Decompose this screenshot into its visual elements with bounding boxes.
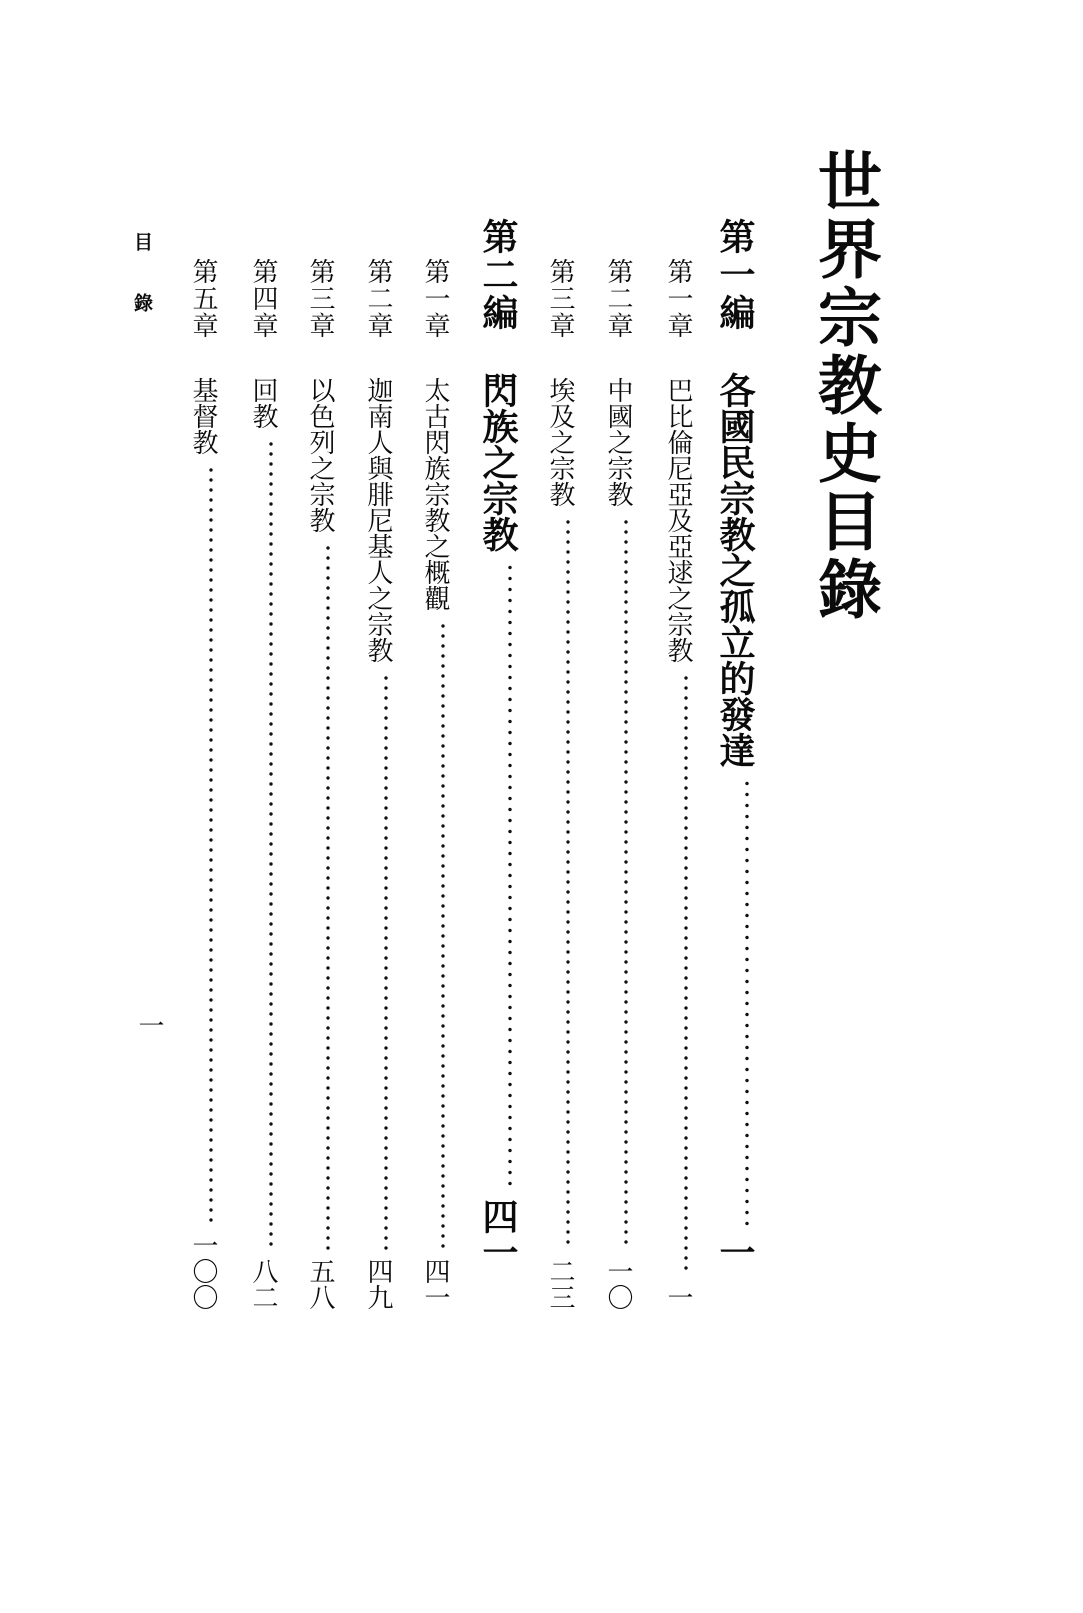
chapter-label: 第一章 — [663, 258, 693, 339]
chapter-title: 巴比倫尼亞及亞逑之宗教 — [663, 377, 693, 663]
page-number: 一〇〇 — [188, 1232, 218, 1310]
part-label: 第一編 — [714, 218, 756, 332]
chapter-label: 第三章 — [305, 258, 335, 339]
dot-leader — [504, 562, 516, 1190]
chapter-label: 第四章 — [248, 258, 278, 339]
running-head: 目錄 — [131, 232, 153, 354]
page-number: 一〇 — [603, 1258, 633, 1310]
chapter-title: 迦南人與腓尼基人之宗教 — [363, 377, 393, 663]
page-number: 一 — [714, 1234, 756, 1270]
dot-leader — [681, 673, 691, 1276]
chapter-title: 以色列之宗教 — [305, 377, 335, 533]
chapter-label: 第一章 — [420, 258, 450, 339]
part-label: 第二編 — [477, 218, 519, 332]
dot-leader — [438, 621, 448, 1250]
page-number: 四九 — [363, 1258, 393, 1310]
dot-leader — [323, 543, 333, 1250]
chapter-label: 第五章 — [188, 258, 218, 339]
toc-chapter — [422, 258, 448, 1310]
dot-leader — [621, 517, 631, 1250]
page-number: 八二 — [248, 1258, 278, 1310]
toc-chapter — [665, 258, 691, 1310]
chapter-title: 基督教 — [188, 377, 218, 455]
toc-chapter — [250, 258, 276, 1310]
page-number: 四一 — [477, 1198, 519, 1270]
dot-leader — [563, 517, 573, 1250]
page-title: 世界宗教史目錄 — [807, 148, 882, 624]
page-number: 四一 — [420, 1258, 450, 1310]
dot-leader — [266, 439, 276, 1250]
chapter-title: 中國之宗教 — [603, 377, 633, 507]
toc-chapter — [307, 258, 333, 1310]
page-number: 一 — [663, 1284, 693, 1310]
chapter-title: 回教 — [248, 377, 278, 429]
chapter-label: 第二章 — [363, 258, 393, 339]
dot-leader — [381, 673, 391, 1250]
part-title: 各國民宗教之孤立的發達 — [714, 372, 756, 768]
chapter-label: 第三章 — [545, 258, 575, 339]
toc-chapter — [365, 258, 391, 1310]
dot-leader — [206, 465, 216, 1224]
part-title: 閃族之宗教 — [477, 372, 519, 552]
toc-part-2 — [477, 218, 519, 1270]
chapter-title: 太古閃族宗教之概觀 — [420, 377, 450, 611]
page-number: 五八 — [305, 1258, 335, 1310]
toc-chapter — [605, 258, 631, 1310]
chapter-title: 埃及之宗教 — [545, 377, 575, 507]
toc-chapter — [547, 258, 573, 1310]
toc-part-1 — [714, 218, 756, 1270]
chapter-label: 第二章 — [603, 258, 633, 339]
dot-leader — [741, 778, 753, 1226]
toc-chapter — [190, 258, 216, 1310]
page-number: 二三 — [545, 1258, 575, 1310]
folio-number: 一 — [134, 1012, 164, 1038]
